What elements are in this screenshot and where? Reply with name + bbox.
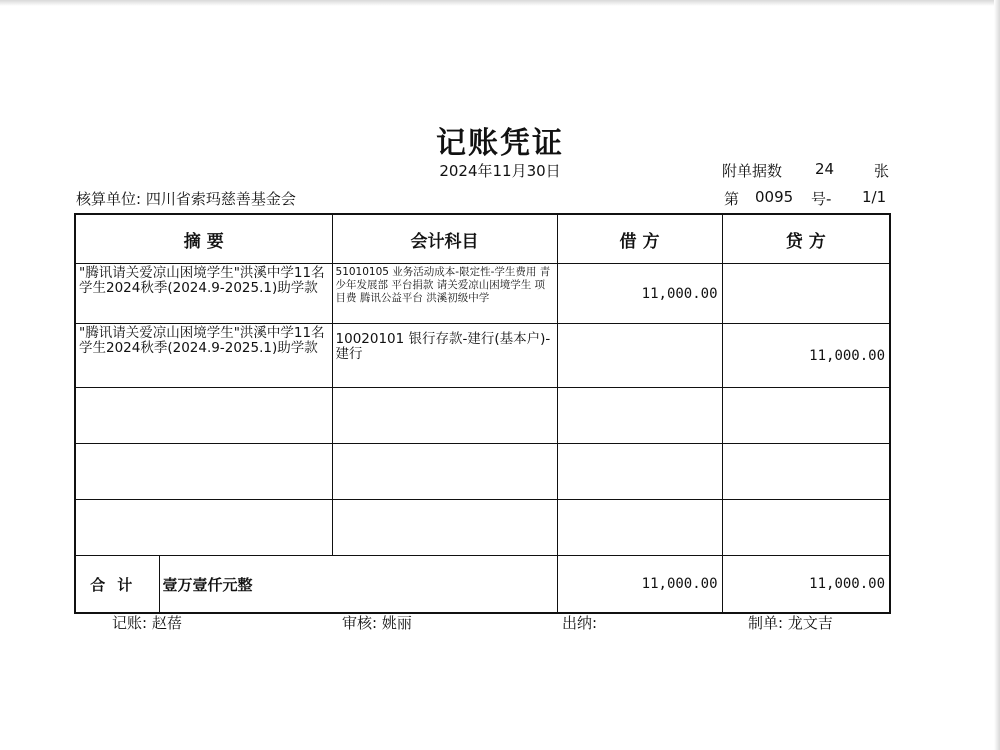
preparer-name: 龙文吉: [787, 614, 833, 632]
footer-preparer: [748, 612, 833, 633]
bookkeeper-name: 赵蓓: [151, 614, 182, 632]
accounting-unit-name: 四川省索玛慈善基金会: [145, 190, 296, 208]
row-credit: [722, 264, 890, 324]
reviewer-name: 姚丽: [381, 614, 412, 632]
bookkeeper-label: 记账:: [112, 614, 148, 632]
total-amount-words: 壹万壹仟元整: [159, 556, 557, 614]
attachment-number: 24: [815, 160, 835, 178]
attachment-label: 附单据数: [722, 162, 783, 180]
footer-reviewer: [342, 612, 412, 633]
voucher-number-value: 0095: [755, 188, 794, 206]
footer-cashier: [562, 612, 597, 633]
total-credit: 11,000.00: [722, 556, 890, 614]
voucher-number-prefix: 第: [724, 190, 740, 208]
total-label: 合计: [75, 556, 159, 614]
empty-row: [75, 500, 890, 556]
header-credit: 贷 方: [722, 214, 890, 264]
attachment-count: [722, 160, 892, 181]
row-account: 51010105 业务活动成本-限定性-学生费用 青少年发展部 平台捐款 请关爱凉山困境学生 项目费 腾讯公益平台 洪溪初级中学: [332, 264, 557, 324]
empty-row: [75, 444, 890, 500]
footer-bookkeeper: [112, 612, 182, 633]
accounting-unit: [76, 188, 296, 209]
row-summary: "腾讯请关爱凉山困境学生"洪溪中学11名学生2024秋季(2024.9-2025.1)助学款: [75, 324, 332, 388]
row-debit: [557, 324, 722, 388]
reviewer-label: 审核:: [342, 614, 378, 632]
accounting-unit-label: 核算单位:: [76, 190, 142, 208]
total-row: [75, 556, 890, 614]
voucher-page: 1/1: [862, 188, 887, 206]
row-summary: "腾讯请关爱凉山困境学生"洪溪中学11名学生2024秋季(2024.9-2025.1)助学款: [75, 264, 332, 324]
header-account: 会计科目: [332, 214, 557, 264]
header-debit: 借 方: [557, 214, 722, 264]
preparer-label: 制单:: [748, 614, 784, 632]
total-debit: 11,000.00: [557, 556, 722, 614]
voucher-number-suffix: 号-: [811, 190, 832, 208]
header-summary: 摘 要: [75, 214, 332, 264]
table-row: [75, 264, 890, 324]
scan-edge-right: [994, 0, 1000, 750]
voucher-date: 2024年11月30日: [439, 162, 561, 180]
row-debit: 11,000.00: [557, 264, 722, 324]
table-row: [75, 324, 890, 388]
voucher-table: [74, 213, 891, 614]
cashier-label: 出纳:: [562, 614, 598, 632]
row-account: 10020101 银行存款-建行(基本户)-建行: [332, 324, 557, 388]
row-credit: 11,000.00: [722, 324, 890, 388]
attachment-unit: 张: [874, 162, 890, 180]
scan-edge-top: [0, 0, 1000, 6]
document-title: 记账凭证: [436, 126, 564, 161]
table-header-row: [75, 214, 890, 264]
empty-row: [75, 388, 890, 444]
